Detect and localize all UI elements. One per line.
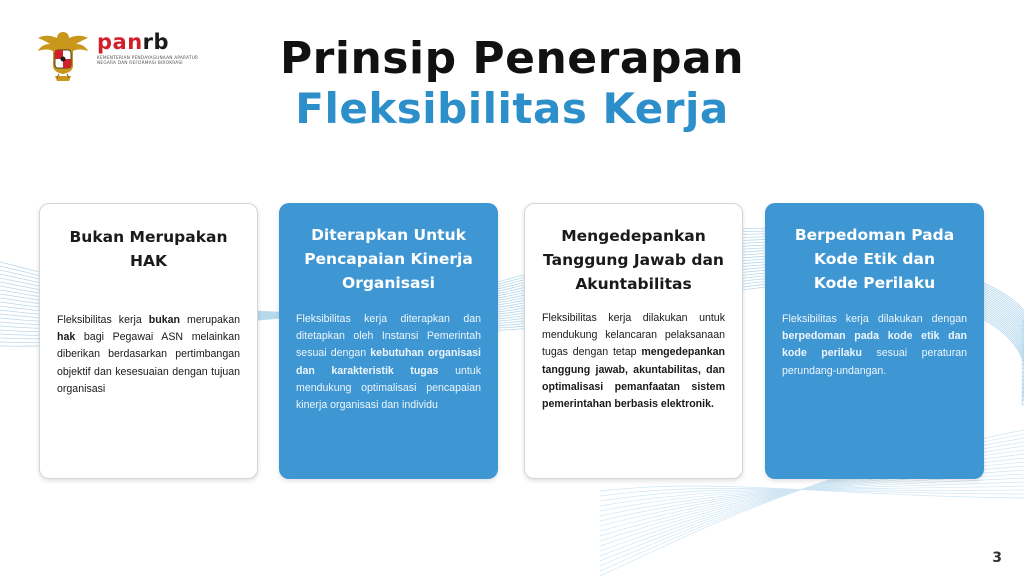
card-heading: Mengedepankan Tanggung Jawab dan Akuntabilitas xyxy=(543,227,724,293)
card-body-text: Fleksibilitas kerja dilakukan dengan xyxy=(782,313,967,325)
card-body-text: Fleksibilitas kerja dilakukan untuk mendukung kelancaran pelaksanaan tugas dengan tetap xyxy=(542,312,725,359)
card-body-emphasis: bukan xyxy=(148,314,180,326)
principle-card-3 xyxy=(524,203,743,479)
card-body-text: sesuai peraturan perundang-undangan. xyxy=(782,347,968,377)
card-body xyxy=(542,310,725,413)
card-body-text: Fleksibilitas kerja xyxy=(57,314,149,326)
card-body xyxy=(296,311,481,414)
card-body-text: Fleksibilitas kerja diterapkan dan ditetapkan oleh Instansi Pemerintah sesuai dengan xyxy=(296,313,481,360)
page-title-line-2: Fleksibilitas Kerja xyxy=(295,84,729,133)
card-heading: Bukan Merupakan HAK xyxy=(69,228,228,270)
page-number: 3 xyxy=(992,550,1002,566)
card-body-text: bagi Pegawai ASN melainkan diberikan berdasarkan pertimbangan objektif dan kesesuaian dengan tujuan organisasi xyxy=(57,331,240,395)
brand-pan: pan xyxy=(97,30,143,54)
card-heading: Berpedoman Pada Kode Etik dan Kode Perilaku xyxy=(794,226,955,292)
card-body xyxy=(782,311,967,380)
card-body-emphasis: mengedepankan tanggung jawab, akuntabilitas, dan optimalisasi pemanfaatan sistem pemerintahan berbasis elektronik. xyxy=(542,346,725,411)
principle-card-2 xyxy=(279,203,498,479)
card-body-text: merupakan xyxy=(179,314,240,326)
card-heading: Diterapkan Untuk Pencapaian Kinerja Organisasi xyxy=(304,226,473,292)
principle-card-1 xyxy=(39,203,258,479)
ministry-name: KEMENTERIAN PENDAYAGUNAAN APARATUR NEGARA DAN REFORMASI BIROKRASI xyxy=(97,56,199,67)
page-title-line-1: Prinsip Penerapan xyxy=(279,33,745,84)
card-body-emphasis: hak xyxy=(57,331,76,344)
card-body xyxy=(57,312,240,398)
brand-rb: rb xyxy=(142,30,170,54)
wave-line xyxy=(600,489,1024,501)
card-body-text: untuk mendukung optimalisasi pencapaian kinerja organisasi dan individu xyxy=(296,364,481,412)
card-body-emphasis: kebutuhan organisasi dan karakteristik tugas xyxy=(296,347,481,377)
principle-card-4 xyxy=(765,203,984,479)
card-body-emphasis: berpedoman pada kode etik dan kode perilaku xyxy=(782,330,967,360)
